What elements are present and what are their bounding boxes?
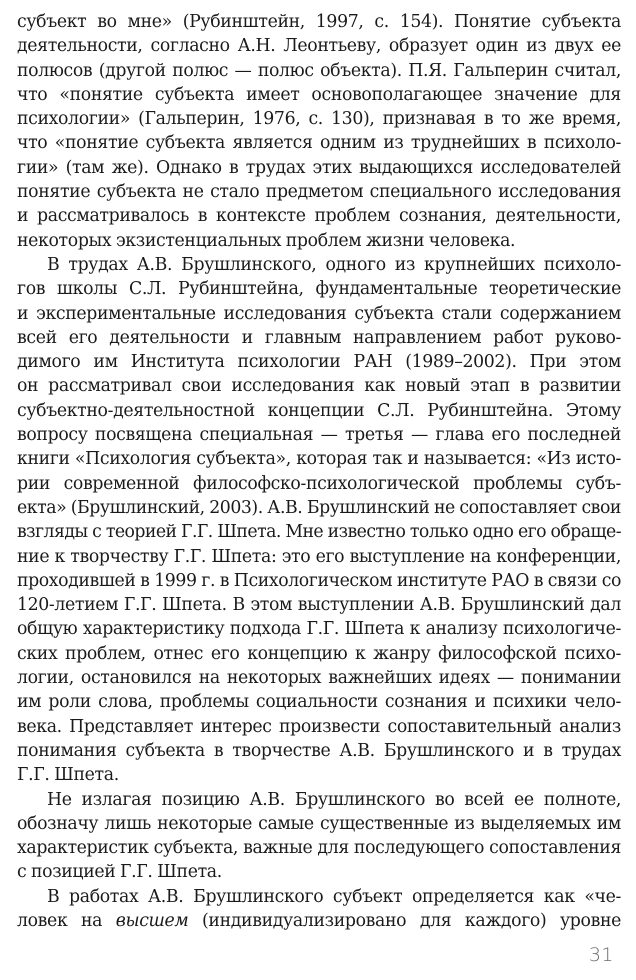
text-line: ние к творчеству Г.Г. Шпета: это его выступление на конференции, bbox=[17, 546, 621, 567]
text-line: логии, остановился на некоторых важнейших идеях — понимании bbox=[17, 668, 621, 689]
text-line: всей его деятельности и главным направлением работ руково- bbox=[17, 327, 621, 348]
text-line: понимания субъекта в творчестве А.В. Брушлинского и в трудах bbox=[17, 740, 621, 761]
text-line-final bbox=[17, 909, 621, 933]
text-line: гии» (там же). Однако в трудах этих выдающихся исследователей bbox=[17, 157, 621, 178]
text-line: века. Представляет интерес произвести сопоставительный анализ bbox=[17, 716, 621, 737]
text-line: понятие субъекта не стало предметом специального исследования bbox=[17, 182, 621, 203]
text-line: что «понятие субъекта является одним из труднейших в психоло- bbox=[17, 133, 621, 154]
text-line: гов школы С.Л. Рубинштейна, фундаментальные теоретические bbox=[17, 279, 621, 300]
text-fragment: ловек на bbox=[17, 910, 116, 931]
text-line: и экспериментальные исследования субъекта стали содержанием bbox=[17, 303, 621, 324]
text-line: некоторых экзистенциальных проблем жизни человека. bbox=[17, 230, 516, 251]
text-line: Не излагая позицию А.В. Брушлинского во всей ее полноте, bbox=[47, 789, 621, 810]
text-line: В работах А.В. Брушлинского субъект определяется как «че- bbox=[47, 886, 621, 907]
text-line: взгляды с теорией Г.Г. Шпета. Мне известно только одно его обраще- bbox=[17, 522, 621, 543]
text-line: ских проблем, отнес его концепцию к жанру философской психо- bbox=[17, 643, 621, 664]
text-line: им роли слова, проблемы социальности сознания и психики чело- bbox=[17, 692, 621, 713]
text-line: психологии» (Гальперин, 1976, с. 130), признавая в то же время, bbox=[17, 109, 621, 130]
text-line: субъект во мне» (Рубинштейн, 1997, с. 154). Понятие субъекта bbox=[17, 12, 621, 32]
text-line: книги «Психология субъекта», которая так и называется: «Из исто- bbox=[17, 449, 621, 470]
text-line: димого им Института психологии РАН (1989–2002). При этом bbox=[17, 352, 621, 373]
text-line: проходившей в 1999 г. в Психологическом институте РАО в связи со bbox=[17, 570, 621, 591]
text-line: Г.Г. Шпета. bbox=[17, 765, 119, 786]
page-body bbox=[17, 10, 621, 933]
text-line: характеристик субъекта, важные для последующего сопоставления bbox=[17, 838, 621, 859]
text-line: субъектно-деятельностной концепции С.Л. Рубинштейна. Этому bbox=[17, 400, 621, 421]
emphasis-word: высшем bbox=[115, 910, 189, 931]
text-line: обозначу лишь некоторые самые существенные из выделяемых им bbox=[17, 813, 621, 834]
text-line: и рассматривалось в контексте проблем сознания, деятельности, bbox=[17, 206, 621, 227]
text-line: 120-летием Г.Г. Шпета. В этом выступлении А.В. Брушлинский дал bbox=[17, 595, 621, 616]
text-line: В трудах А.В. Брушлинского, одного из крупнейших психоло- bbox=[47, 254, 621, 275]
text-line: рии современной философско-психологической проблемы субъ- bbox=[17, 473, 621, 494]
text-line: что «понятие субъекта имеет основополагающее значение для bbox=[17, 84, 621, 105]
text-line: с позицией Г.Г. Шпета. bbox=[17, 862, 222, 883]
page-number: 31 bbox=[588, 944, 614, 966]
text-line: вопросу посвящена специальная — третья — глава его последней bbox=[17, 425, 621, 446]
text-line: он рассматривал свои исследования как новый этап в развитии bbox=[17, 376, 621, 397]
text-line: деятельности, согласно А.Н. Леонтьеву, образует один из двух ее bbox=[17, 36, 621, 57]
text-fragment: (индивидуализировано для каждого) уровне bbox=[188, 910, 621, 931]
text-line: екта» (Брушлинский, 2003). А.В. Брушлинский не сопоставляет свои bbox=[17, 497, 621, 518]
text-line: полюсов (другой полюс — полюс объекта). П.Я. Гальперин считал, bbox=[17, 60, 621, 81]
text-line: общую характеристику подхода Г.Г. Шпета к анализу психологиче- bbox=[17, 619, 621, 640]
